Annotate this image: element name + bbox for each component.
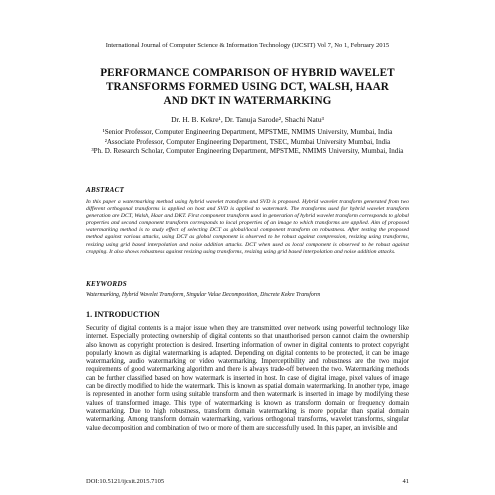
page-footer [86, 478, 409, 485]
paper-title [86, 66, 409, 108]
title-line-1: PERFORMANCE COMPARISON OF HYBRID WAVELET [100, 67, 395, 79]
author-list: Dr. H. B. Kekre¹, Dr. Tanuja Sarode², Shachi Natu³ [171, 115, 324, 124]
abstract-text: In this paper a watermarking method using hybrid wavelet transform and SVD is proposed. Hybrid wavelet transform generated from two different orthogonal transforms is applied on host and SVD is applied to watermark. The transforms used for hybrid wavelet transform generation are DCT, Walsh, Haar and DKT. First component transform used in generation of hybrid wavelet transform corresponds to global properties and second component transform corresponds to local properties of an image to which transforms are applied. Aim of proposed watermarking method is to study effect of selecting DCT as global/local component transform on robustness. After testing the proposed method against various attacks, using DCT as global component is observed to be robust against compression, resizing using transforms, resizing using grid based interpolation and noise addition attacks. DCT when used as local component is observed to be robust against cropping. It also shows robustness against resizing using transforms, resizing using grid based interpolation and noise addition attacks. [86, 199, 409, 255]
introduction-text: Security of digital contents is a major issue when they are transmitted over network using powerful technology like internet. Especially protecting ownership of digital contents so that unauthorised person cannot claim the ownership also known as copyright protection is desired. Inserting information of owner in digital contents to protect copyright popularly known as digital watermarking is adapted. Depending on digital contents to be protected, it can be image watermarking, audio watermarking or video watermarking. Imperceptibility and robustness are the two major requirements of good watermarking algorithm and there is always trade-off between the two. Watermarking methods can be further classified based on how watermark is inserted in host. In case of digital image, pixel values of image can be directly modified to hide the watermark. This is known as spatial domain watermarking. In another type, image is represented in another form using suitable transform and then watermark is inserted in image by modifying these values of transformed image. This type of watermarking is known as transform domain or frequency domain watermarking. Due to high robustness, transform domain watermarking is more popular than spatial domain watermarking. Among transform domain watermarking, various orthogonal transforms, wavelet transforms, singular value decomposition and combination of two or more of them are successfully used. In this paper, an invisible and [86, 325, 409, 432]
keywords-text: Watermarking, Hybrid Wavelet Transform, Singular Value Decomposition, Discrete Kekre Transform [86, 292, 321, 298]
title-line-3: AND DKT IN WATERMARKING [163, 95, 332, 107]
introduction-heading: 1. INTRODUCTION [86, 310, 160, 319]
affiliation-3: ³Ph. D. Research Scholar, Computer Engineering Department, MPSTME, NMIMS University, Mumbai, India [91, 147, 404, 156]
journal-header: International Journal of Computer Science & Information Technology (IJCSIT) Vol 7, No 1, February 2015 [105, 42, 390, 49]
keywords-heading: KEYWORDS [86, 280, 127, 288]
abstract-heading: ABSTRACT [86, 186, 125, 194]
affiliation-1: ¹Senior Professor, Computer Engineering Department, MPSTME, NMIMS University, Mumbai, India [102, 128, 393, 136]
affiliations [86, 128, 409, 157]
affiliation-2: ²Associate Professor, Computer Engineering Department, TSEC, Mumbai University Mumbai, India [104, 137, 391, 146]
title-line-2: TRANSFORMS FORMED USING DCT, WALSH, HAAR [106, 81, 389, 93]
page-number: 41 [402, 478, 409, 485]
doi-text: DOI:10.5121/ijcsit.2015.7105 [86, 478, 165, 485]
